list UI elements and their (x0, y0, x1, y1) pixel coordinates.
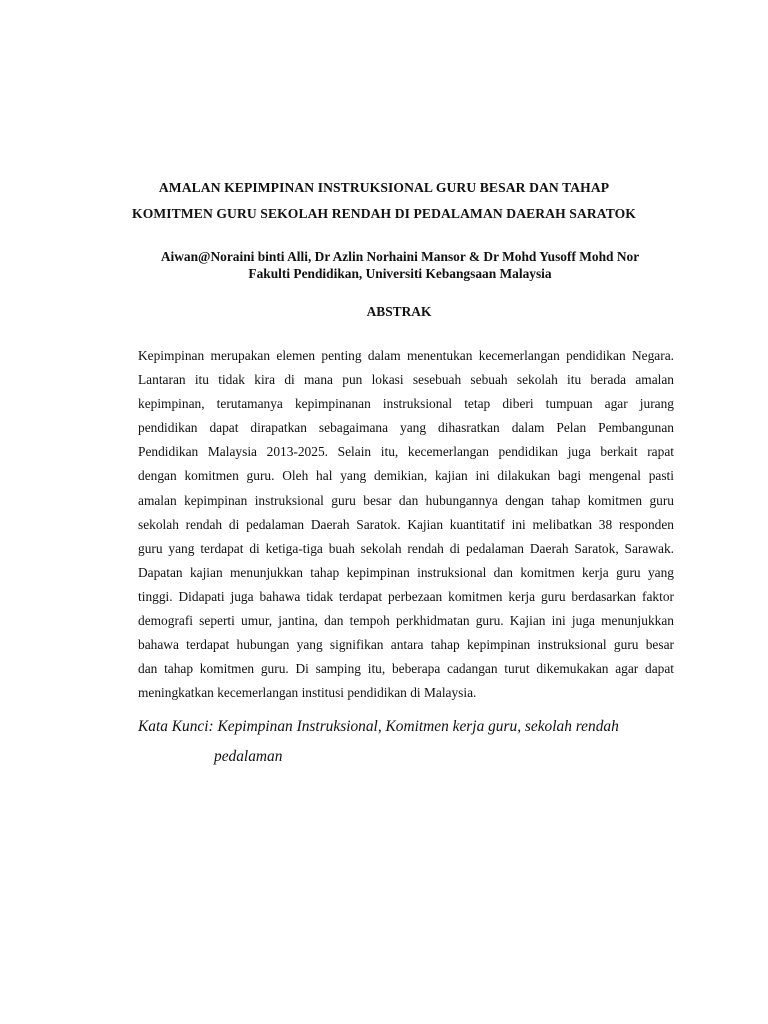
abstract-line: guru yang terdapat di ketiga-tiga buah sekolah rendah di pedalaman Daerah Saratok, Sarawak. (138, 540, 674, 556)
keywords-block (138, 712, 698, 772)
abstract-line: amalan kepimpinan instruksional guru besar dan hubungannya dengan tahap komitmen guru (138, 492, 674, 508)
keywords-line-2: pedalaman (214, 748, 283, 765)
abstract-line: tinggi. Didapati juga bahawa tidak terdapat perbezaan komitmen kerja guru berdasarkan faktor (138, 588, 674, 604)
abstract-line: kepimpinan, terutamanya kepimpinanan instruksional tetap diberi tumpuan agar jurang (138, 396, 674, 412)
abstract-line: Kepimpinan merupakan elemen penting dalam menentukan kecemerlangan pendidikan Negara. (138, 348, 674, 363)
abstract-line: Lantaran itu tidak kira di mana pun lokasi sesebuah sebuah sekolah itu berada amalan (138, 372, 674, 388)
author-block (0, 248, 768, 282)
author-names: Aiwan@Noraini binti Alli, Dr Azlin Norhaini Mansor & Dr Mohd Yusoff Mohd Nor (160, 249, 640, 264)
abstract-line: sekolah rendah di pedalaman Daerah Saratok. Kajian kuantitatif ini melibatkan 38 responden (138, 516, 674, 532)
paper-title-line-2: KOMITMEN GURU SEKOLAH RENDAH DI PEDALAMAN DAERAH SARATOK (132, 206, 636, 221)
abstract-body (138, 344, 674, 705)
abstract-line: bahawa terdapat hubungan yang signifikan antara tahap kepimpinan instruksional guru besar (138, 637, 674, 653)
abstract-line: Dapatan kajian menunjukkan tahap kepimpinan instruksional dan komitmen kerja guru yang (138, 564, 674, 580)
abstract-line: demografi seperti umur, jantina, dan tempoh perkhidmatan guru. Kajian ini juga menunjukkan (138, 613, 674, 629)
abstract-line: meningkatkan kecemerlangan institusi pendidikan di Malaysia. (138, 685, 477, 701)
abstract-heading: ABSTRAK (366, 304, 432, 319)
author-affiliation: Fakulti Pendidikan, Universiti Kebangsaan Malaysia (248, 266, 552, 281)
abstract-line: dengan komitmen guru. Oleh hal yang demikian, kajian ini dilakukan bagi mengenal pasti (138, 468, 674, 484)
abstract-line: dan tahap komitmen guru. Di samping itu, beberapa cadangan turut dikemukakan agar dapat (138, 661, 674, 677)
abstract-line: Pendidikan Malaysia 2013-2025. Selain itu, kecemerlangan pendidikan juga berkait rapat (138, 444, 674, 460)
abstract-line: pendidikan dapat dirapatkan sebagaimana yang dihasratkan dalam Pelan Pembangunan (138, 420, 674, 436)
paper-title-line-1: AMALAN KEPIMPINAN INSTRUKSIONAL GURU BESAR DAN TAHAP (158, 180, 610, 195)
keywords-line-1: Kata Kunci: Kepimpinan Instruksional, Komitmen kerja guru, sekolah rendah (138, 718, 619, 735)
